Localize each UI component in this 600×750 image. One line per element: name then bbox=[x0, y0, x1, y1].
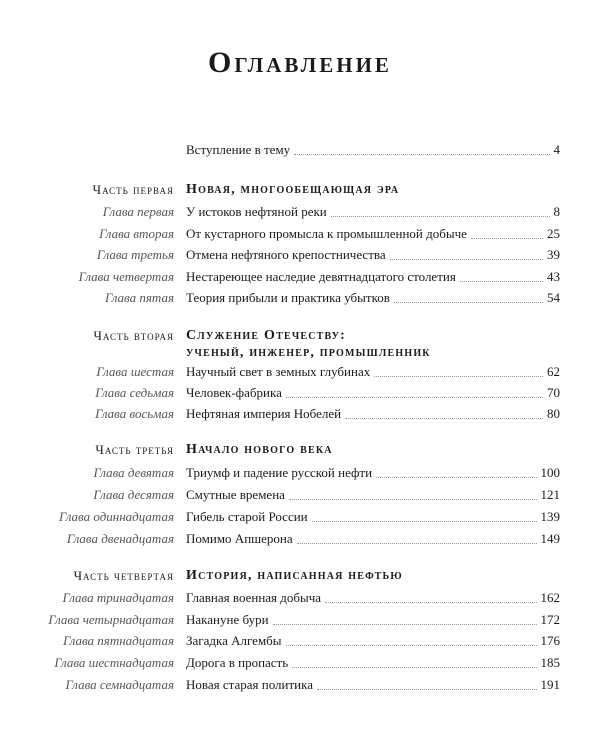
toc-entry bbox=[186, 245, 560, 265]
dot-leader bbox=[460, 280, 543, 282]
toc-entry bbox=[186, 267, 560, 287]
part-heading bbox=[0, 180, 600, 202]
toc-entry bbox=[186, 202, 560, 222]
toc-entry bbox=[186, 224, 560, 244]
chapter-label: Глава двенадцатая bbox=[66, 531, 174, 546]
toc-entry bbox=[186, 383, 560, 403]
entry-page: 176 bbox=[540, 633, 560, 648]
chapter-row[interactable] bbox=[0, 507, 600, 529]
chapter-row[interactable] bbox=[0, 529, 600, 551]
part-label: Часть третья bbox=[95, 442, 174, 457]
dot-leader bbox=[297, 542, 537, 544]
chapter-label: Глава пятнадцатая bbox=[62, 633, 174, 648]
toc-entry bbox=[186, 485, 560, 505]
part-title-line: ученый, инженер, промышленник bbox=[186, 345, 431, 360]
entry-title: Нестареющее наследие девятнадцатого столетия bbox=[186, 269, 456, 284]
entry-page: 39 bbox=[547, 247, 560, 262]
dot-leader bbox=[312, 520, 537, 522]
part-heading bbox=[0, 440, 600, 462]
dot-leader bbox=[294, 153, 549, 155]
entry-title: Дорога в пропасть bbox=[186, 655, 289, 670]
toc-entry bbox=[186, 404, 560, 424]
toc-intro-row[interactable] bbox=[0, 140, 600, 162]
toc-entry bbox=[186, 631, 560, 651]
entry-title: Нефтяная империя Нобелей bbox=[186, 406, 342, 421]
toc-entry bbox=[186, 507, 560, 527]
entry-page: 8 bbox=[553, 204, 560, 219]
dot-leader bbox=[376, 476, 536, 478]
part-title bbox=[186, 181, 566, 198]
entry-page: 70 bbox=[547, 385, 560, 400]
chapter-label: Глава вторая bbox=[99, 226, 174, 241]
entry-title: Накануне бури bbox=[186, 612, 269, 627]
entry-title: Научный свет в земных глубинах bbox=[186, 364, 371, 379]
chapter-label: Глава третья bbox=[96, 247, 174, 262]
chapter-row[interactable] bbox=[0, 362, 600, 384]
dot-leader bbox=[390, 258, 543, 260]
entry-page: 80 bbox=[547, 406, 560, 421]
chapter-label: Глава десятая bbox=[93, 487, 174, 502]
chapter-row[interactable] bbox=[0, 675, 600, 697]
part-label: Часть четвертая bbox=[73, 568, 174, 583]
dot-leader bbox=[374, 375, 543, 377]
dot-leader bbox=[317, 688, 537, 690]
part-heading bbox=[0, 326, 600, 362]
chapter-label: Глава семнадцатая bbox=[65, 677, 174, 692]
chapter-label: Глава шестая bbox=[96, 364, 174, 379]
part-label: Часть первая bbox=[92, 182, 174, 197]
entry-title: Гибель старой России bbox=[186, 509, 308, 524]
entry-title: Теория прибыли и практика убытков bbox=[186, 290, 390, 305]
entry-title: Новая старая политика bbox=[186, 677, 313, 692]
entry-page: 185 bbox=[540, 655, 560, 670]
dot-leader bbox=[286, 396, 543, 398]
part-title bbox=[186, 441, 566, 458]
entry-page: 121 bbox=[540, 487, 560, 502]
part-label: Часть вторая bbox=[93, 328, 174, 343]
toc-entry bbox=[186, 588, 560, 608]
dot-leader bbox=[289, 498, 537, 500]
entry-page: 25 bbox=[547, 226, 560, 241]
entry-page: 4 bbox=[553, 142, 560, 157]
chapter-row[interactable] bbox=[0, 383, 600, 405]
dot-leader bbox=[331, 215, 550, 217]
toc-entry bbox=[186, 610, 560, 630]
dot-leader bbox=[345, 417, 543, 419]
chapter-row[interactable] bbox=[0, 463, 600, 485]
chapter-label: Глава первая bbox=[102, 204, 174, 219]
toc-entry bbox=[186, 653, 560, 673]
entry-page: 149 bbox=[540, 531, 560, 546]
entry-page: 100 bbox=[540, 465, 560, 480]
entry-page: 162 bbox=[540, 590, 560, 605]
entry-title: У истоков нефтяной реки bbox=[186, 204, 327, 219]
dot-leader bbox=[292, 666, 536, 668]
chapter-label: Глава пятая bbox=[105, 290, 174, 305]
entry-page: 54 bbox=[547, 290, 560, 305]
chapter-row[interactable] bbox=[0, 267, 600, 289]
dot-leader bbox=[394, 301, 543, 303]
toc-entry bbox=[186, 529, 560, 549]
dot-leader bbox=[273, 623, 537, 625]
chapter-row[interactable] bbox=[0, 288, 600, 310]
part-title-line: Новая, многообещающая эра bbox=[186, 182, 400, 197]
part-title-line: Служение Отечеству: bbox=[186, 328, 346, 343]
chapter-row[interactable] bbox=[0, 245, 600, 267]
chapter-row[interactable] bbox=[0, 588, 600, 610]
part-title bbox=[186, 327, 566, 361]
entry-page: 62 bbox=[547, 364, 560, 379]
entry-page: 139 bbox=[540, 509, 560, 524]
page-title: Оглавление bbox=[208, 46, 392, 79]
entry-page: 191 bbox=[540, 677, 560, 692]
chapter-row[interactable] bbox=[0, 653, 600, 675]
chapter-row[interactable] bbox=[0, 404, 600, 426]
chapter-row[interactable] bbox=[0, 224, 600, 246]
entry-title: Вступление в тему bbox=[186, 142, 291, 157]
chapter-label: Глава седьмая bbox=[95, 385, 174, 400]
chapter-label: Глава одиннадцатая bbox=[59, 509, 174, 524]
entry-title: Человек-фабрика bbox=[186, 385, 282, 400]
entry-title: Главная военная добыча bbox=[186, 590, 322, 605]
chapter-row[interactable] bbox=[0, 610, 600, 632]
entry-page: 172 bbox=[540, 612, 560, 627]
entry-title: От кустарного промысла к промышленной добыче bbox=[186, 226, 467, 241]
chapter-label: Глава шестнадцатая bbox=[54, 655, 174, 670]
entry-title: Загадка Алгембы bbox=[186, 633, 282, 648]
chapter-row[interactable] bbox=[0, 485, 600, 507]
part-heading bbox=[0, 566, 600, 588]
dot-leader bbox=[286, 644, 537, 646]
chapter-label: Глава четвертая bbox=[78, 269, 174, 284]
entry-title: Триумф и падение русской нефти bbox=[186, 465, 373, 480]
part-title-line: Начало нового века bbox=[186, 442, 333, 457]
chapter-label: Глава девятая bbox=[93, 465, 174, 480]
entry-title: Смутные времена bbox=[186, 487, 285, 502]
part-title bbox=[186, 567, 566, 584]
chapter-row[interactable] bbox=[0, 631, 600, 653]
toc-entry bbox=[186, 288, 560, 308]
entry-title: Отмена нефтяного крепостничества bbox=[186, 247, 386, 262]
chapter-label: Глава восьмая bbox=[95, 406, 174, 421]
dot-leader bbox=[325, 601, 536, 603]
toc-entry bbox=[186, 675, 560, 695]
entry-page: 43 bbox=[547, 269, 560, 284]
chapter-label: Глава тринадцатая bbox=[62, 590, 174, 605]
chapter-row[interactable] bbox=[0, 202, 600, 224]
chapter-label: Глава четырнадцатая bbox=[48, 612, 174, 627]
part-title-line: История, написанная нефтью bbox=[186, 568, 403, 583]
toc-entry bbox=[186, 463, 560, 483]
toc-entry bbox=[186, 362, 560, 382]
entry-title: Помимо Апшерона bbox=[186, 531, 293, 546]
toc-entry bbox=[186, 140, 560, 160]
dot-leader bbox=[471, 237, 543, 239]
